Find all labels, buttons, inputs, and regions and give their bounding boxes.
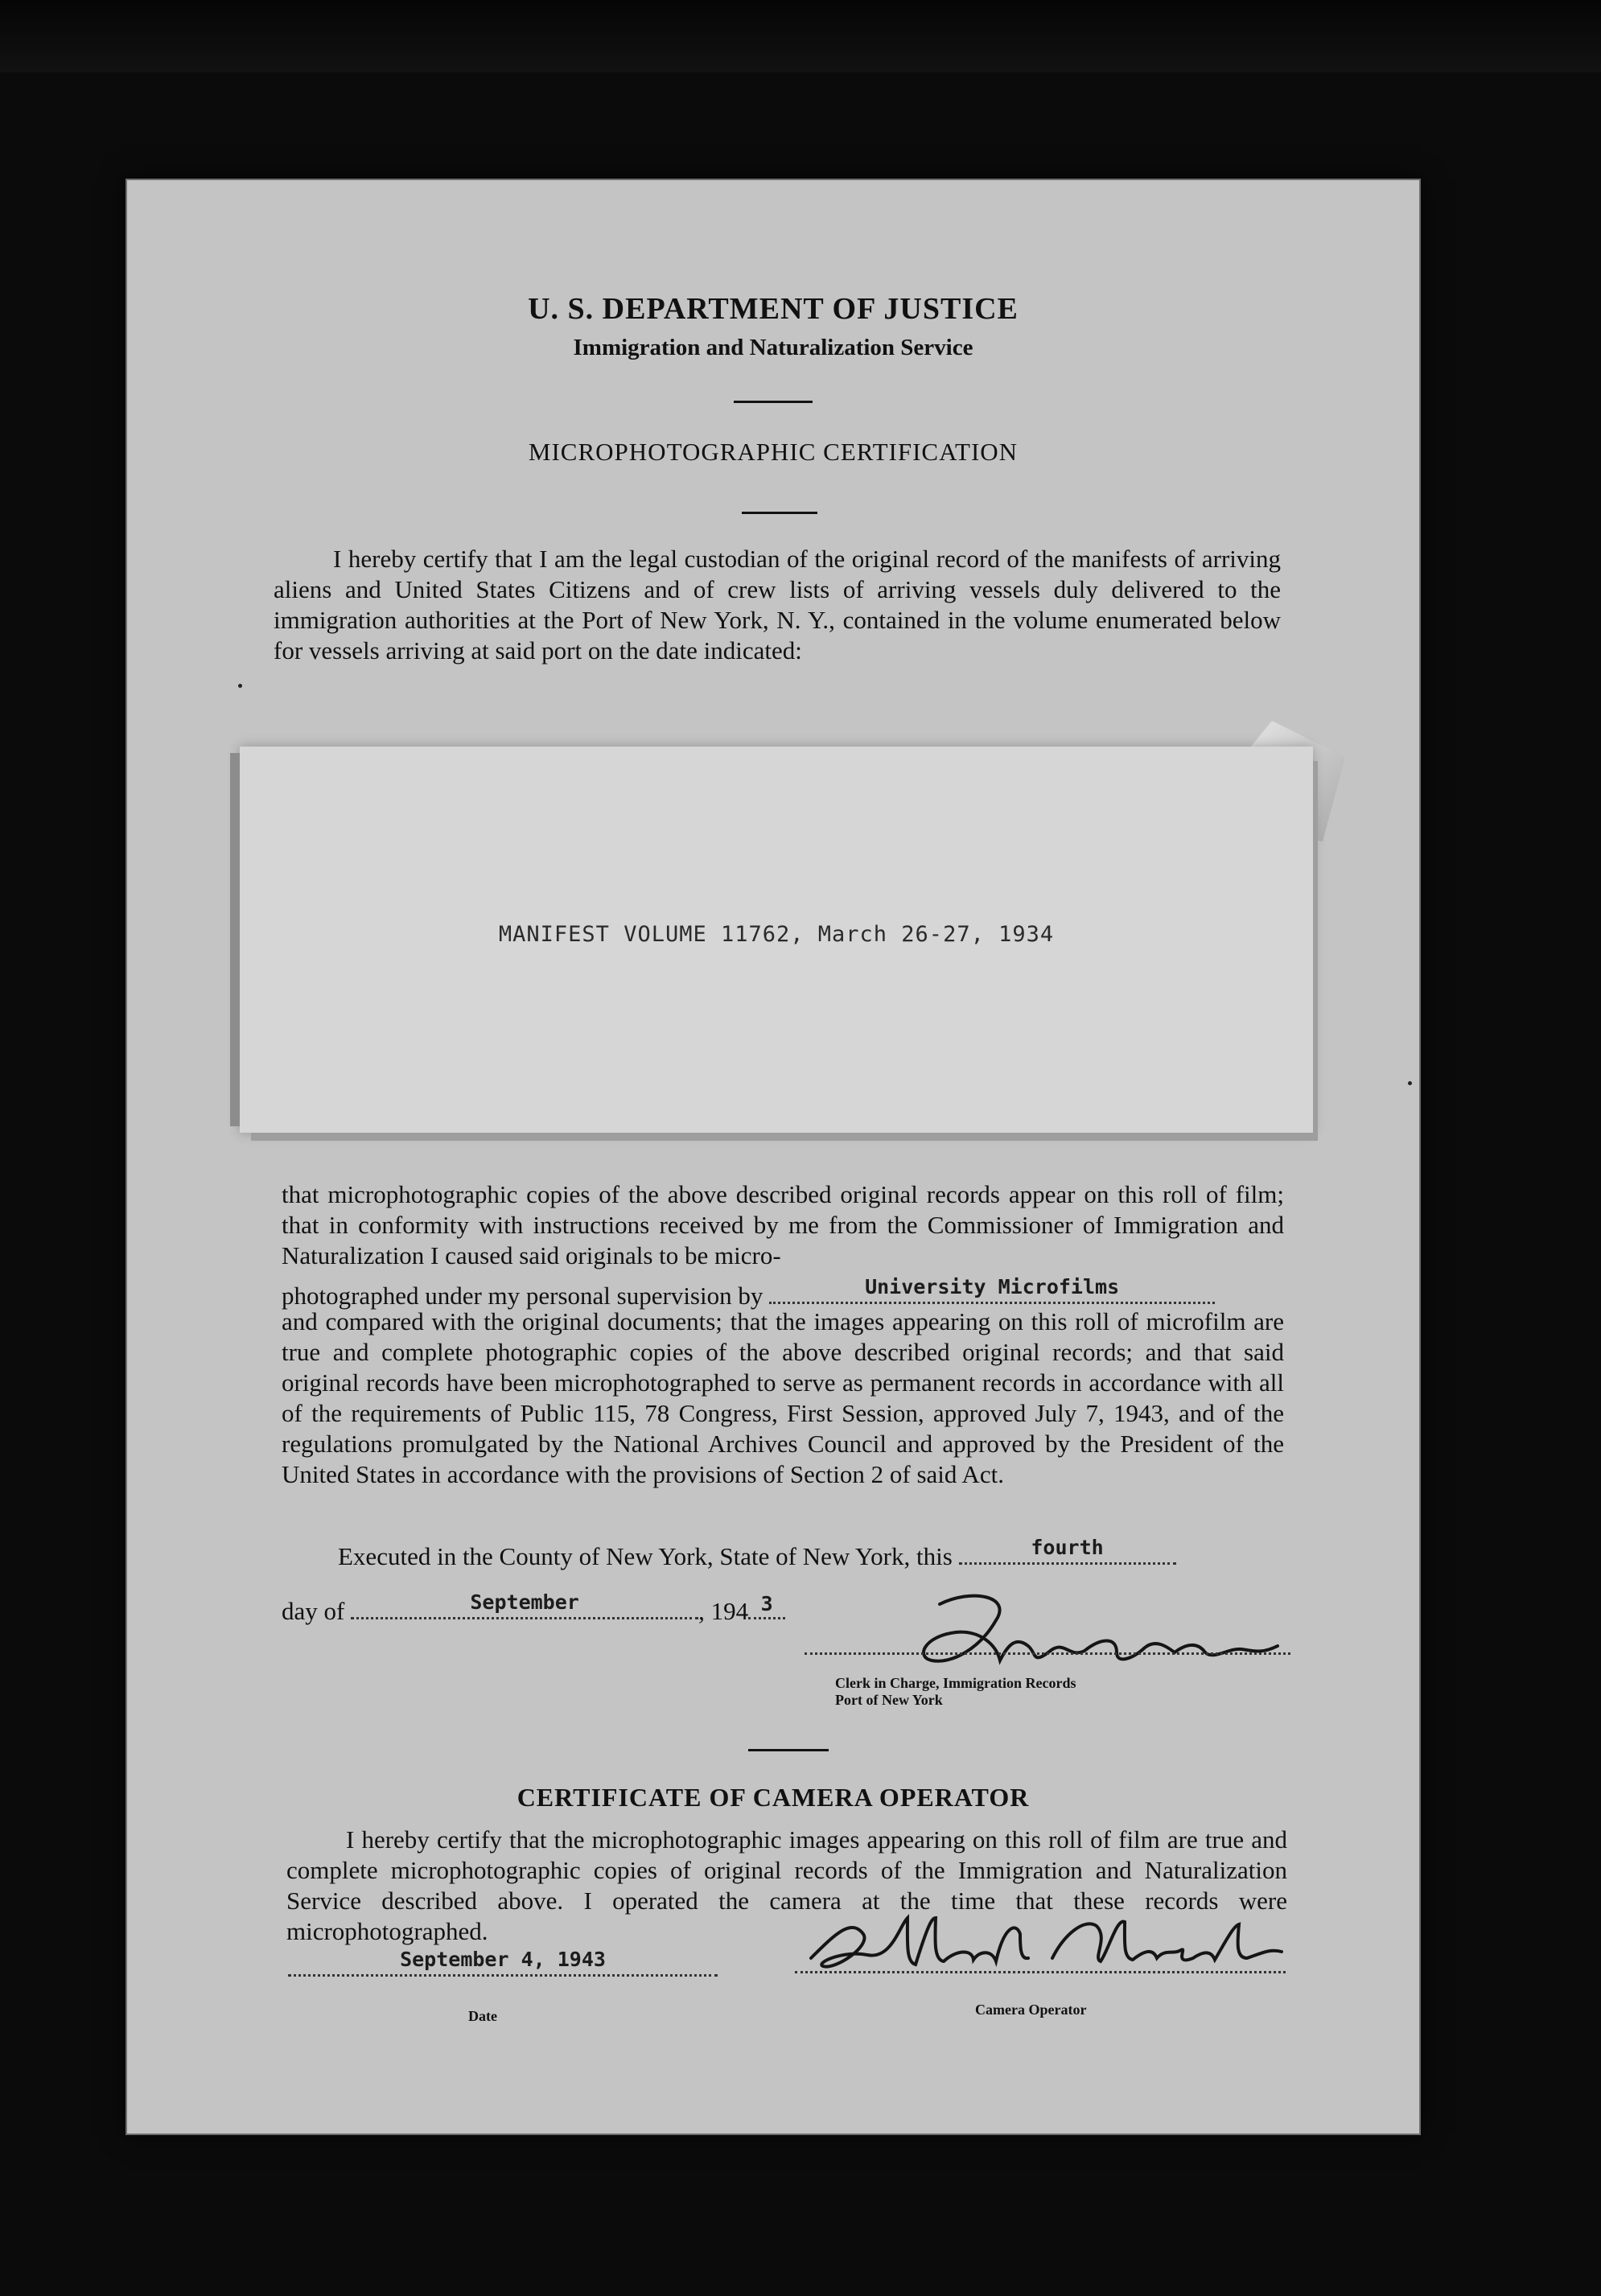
execution-prefix: Executed in the County of New York, State of New York, this <box>338 1542 953 1570</box>
certification-paragraph-part2: and compared with the original documents; that the images appearing on this roll of microfilm are true and complete photographic copies of the above described original records; and that said original records have been microphotographed to serve as permanent records in accordance with all of the requirements of Public 115, 78 Congress, First Session, approved July 7, 1943, and of the regulations promulgated by the National Archives Council and approved by the President of the United States in accordance with the provisions of Section 2 of said Act. <box>282 1307 1284 1488</box>
film-speck <box>1408 1081 1412 1085</box>
execution-month: September <box>470 1590 579 1614</box>
operator-date-label: Date <box>468 2008 497 2024</box>
day-of-label: day of <box>282 1597 345 1625</box>
service-subtitle: Immigration and Naturalization Service <box>573 335 973 360</box>
camera-operator-signature <box>787 1902 1302 1990</box>
execution-day-field <box>959 1538 1176 1565</box>
execution-year-field <box>748 1593 785 1619</box>
supervisor-name: University Microfilms <box>865 1275 1120 1298</box>
camera-operator-heading: CERTIFICATE OF CAMERA OPERATOR <box>517 1783 1030 1812</box>
film-speck <box>238 684 242 688</box>
certification-paragraph-part1: that microphotographic copies of the above described original records appear on this roll of film; that in conformity with instructions received by me from the Commissioner of Immigration and Naturalization I caused said originals to be micro- <box>282 1180 1284 1269</box>
volume-slip <box>240 747 1313 1133</box>
supervision-line <box>282 1275 1215 1311</box>
supervision-prefix: photographed under my personal supervision by <box>282 1282 763 1310</box>
certificate-document <box>127 180 1419 2133</box>
supervisor-field <box>769 1275 1215 1304</box>
operator-date-value: September 4, 1943 <box>400 1948 606 1971</box>
clerk-title <box>835 1675 1076 1709</box>
clerk-signature-line <box>805 1644 1290 1655</box>
execution-day: fourth <box>1031 1536 1104 1559</box>
execution-line <box>338 1538 1176 1571</box>
clerk-title-line1: Clerk in Charge, Immigration Records <box>835 1675 1076 1691</box>
divider-rule <box>734 401 813 403</box>
execution-month-field <box>351 1590 698 1619</box>
camera-operator-paragraph: I hereby certify that the microphotographic images appearing on this roll of film are true and complete microphotographic copies of original records of the Immigration and Naturalization Service described above. I operated the camera at the time that these records were microphotographed. <box>286 1825 1287 1945</box>
execution-year-prefix: , 194 <box>698 1597 749 1625</box>
execution-date-line <box>282 1590 785 1626</box>
certification-title: MICROPHOTOGRAPHIC CERTIFICATION <box>528 438 1019 466</box>
divider-rule <box>742 512 817 514</box>
execution-year-digit: 3 <box>760 1592 773 1615</box>
film-edge <box>0 0 1601 72</box>
operator-date-field <box>288 1947 718 1977</box>
department-title: U. S. DEPARTMENT OF JUSTICE <box>528 292 1019 326</box>
manifest-volume-label: MANIFEST VOLUME 11762, March 26-27, 1934 <box>498 922 1055 947</box>
camera-operator-label: Camera Operator <box>975 2002 1087 2018</box>
clerk-title-line2: Port of New York <box>835 1692 943 1708</box>
divider-rule <box>748 1749 829 1751</box>
operator-signature-line <box>795 1963 1286 1973</box>
custodian-paragraph: I hereby certify that I am the legal custodian of the original record of the manifests of arriving aliens and United States Citizens and of crew lists of arriving vessels duly delivered to the immigration authorities at the Port of New York, N. Y., contained in the volume enumerated below for vessels arriving at said port on the date indicated: <box>274 545 1281 665</box>
